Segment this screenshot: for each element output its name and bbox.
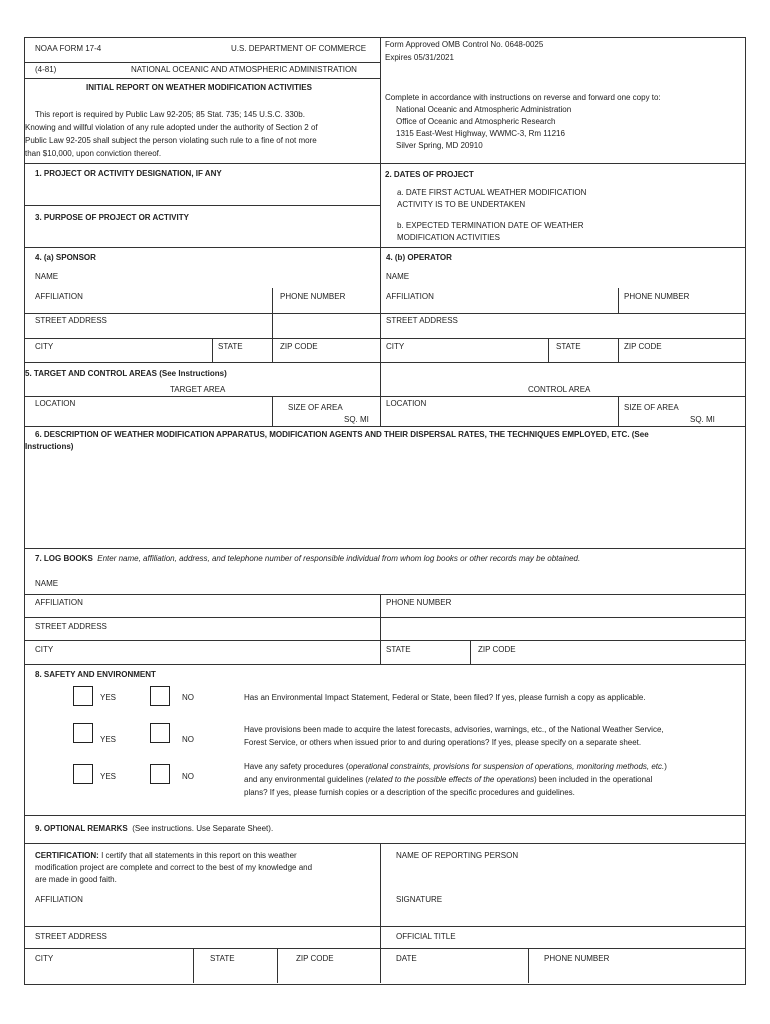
safety-question: Have any safety procedures (operational constraints, provisions for suspension of operations, monitoring methods, etc.) — [244, 762, 667, 771]
sponsor-label: 4. (a) SPONSOR — [35, 253, 96, 262]
operator-city-field[interactable]: CITY — [386, 342, 405, 351]
law-text-line: than $10,000, upon conviction thereof. — [25, 149, 162, 158]
log-affiliation-field[interactable]: AFFILIATION — [35, 598, 83, 607]
cert-phone-field[interactable]: PHONE NUMBER — [544, 954, 610, 963]
log-state-field[interactable]: STATE — [386, 645, 411, 654]
q1-yes-checkbox[interactable] — [73, 686, 93, 706]
divider — [380, 37, 381, 247]
divider — [24, 205, 380, 206]
log-street-field[interactable]: STREET ADDRESS — [35, 622, 107, 631]
divider — [380, 843, 381, 983]
control-area-label: CONTROL AREA — [528, 385, 591, 394]
sponsor-phone-field[interactable]: PHONE NUMBER — [280, 292, 346, 301]
log-books-label: 7. LOG BOOKS Enter name, affiliation, address, and telephone number of responsible individual from whom log books or other records may be obtained. — [35, 554, 581, 563]
dates-label: 2. DATES OF PROJECT — [385, 170, 474, 179]
safety-question: and any environmental guidelines (related to the possible effects of the operations) been included in the operational — [244, 775, 653, 784]
divider — [24, 163, 745, 164]
termination-date-label: MODIFICATION ACTIVITIES — [397, 233, 500, 242]
divider — [618, 396, 619, 426]
log-zip-field[interactable]: ZIP CODE — [478, 645, 516, 654]
divider — [380, 247, 381, 426]
yes-label: YES — [100, 772, 117, 781]
department: U.S. DEPARTMENT OF COMMERCE — [231, 44, 367, 53]
divider — [24, 948, 745, 949]
description-field[interactable] — [25, 456, 743, 546]
operator-label: 4. (b) OPERATOR — [386, 253, 452, 262]
remarks-label: 9. OPTIONAL REMARKS (See instructions. Use Separate Sheet). — [35, 824, 274, 833]
official-title-field[interactable]: OFFICIAL TITLE — [396, 932, 456, 941]
divider — [618, 288, 619, 313]
sponsor-name-field[interactable]: NAME — [35, 272, 59, 281]
signature-field[interactable]: SIGNATURE — [396, 895, 443, 904]
operator-affiliation-field[interactable]: AFFILIATION — [386, 292, 434, 301]
divider — [272, 288, 273, 362]
cert-zip-field[interactable]: ZIP CODE — [296, 954, 334, 963]
first-date-label: a. DATE FIRST ACTUAL WEATHER MODIFICATION — [397, 188, 587, 197]
operator-name-field[interactable]: NAME — [386, 272, 410, 281]
certification-text: modification project are complete and correct to the best of my knowledge and — [35, 863, 313, 872]
instructions-line: Complete in accordance with instructions on reverse and forward one copy to: — [385, 93, 661, 102]
divider — [24, 338, 745, 339]
instructions-line: Silver Spring, MD 20910 — [396, 141, 483, 150]
divider — [24, 78, 380, 79]
eis-question: Has an Environmental Impact Statement, Federal or State, been filed? If yes, please furnish a copy as applicable. — [244, 693, 646, 702]
divider — [24, 640, 745, 641]
log-city-field[interactable]: CITY — [35, 645, 54, 654]
yes-label: YES — [100, 735, 117, 744]
q3-yes-checkbox[interactable] — [73, 764, 93, 784]
sponsor-zip-field[interactable]: ZIP CODE — [280, 342, 318, 351]
cert-street-field[interactable]: STREET ADDRESS — [35, 932, 107, 941]
target-size-unit: SQ. MI — [344, 415, 369, 424]
divider — [272, 396, 273, 426]
log-books-hint: Enter name, affiliation, address, and telephone number of responsible individual from whom log books or other records may be obtained. — [97, 554, 581, 563]
target-size-field[interactable]: SIZE OF AREA — [288, 403, 343, 412]
cert-state-field[interactable]: STATE — [210, 954, 235, 963]
description-label: 6. DESCRIPTION OF WEATHER MODIFICATION APPARATUS, MODIFICATION AGENTS AND THEIR DISPERSAL RATES, THE TECHNIQUES EMPLOYED, ETC. (See — [35, 430, 649, 439]
cert-affiliation-field[interactable]: AFFILIATION — [35, 895, 83, 904]
law-text-line: Knowing and willful violation of any rule adopted under the authority of Section 2 of — [25, 123, 318, 132]
termination-date-label: b. EXPECTED TERMINATION DATE OF WEATHER — [397, 221, 584, 230]
safety-question: plans? If yes, please furnish copies or a description of the specific procedures and guidelines. — [244, 788, 575, 797]
divider — [24, 815, 745, 816]
instructions-line: National Oceanic and Atmospheric Administration — [396, 105, 572, 114]
agency: NATIONAL OCEANIC AND ATMOSPHERIC ADMINISTRATION — [131, 65, 357, 74]
control-location-field[interactable]: LOCATION — [386, 399, 427, 408]
law-text-line: This report is required by Public Law 92-205; 85 Stat. 735; 145 U.S.C. 330b. — [35, 110, 305, 119]
divider — [380, 594, 381, 664]
log-phone-field[interactable]: PHONE NUMBER — [386, 598, 452, 607]
divider — [24, 664, 745, 665]
certification-text: are made in good faith. — [35, 875, 117, 884]
target-location-field[interactable]: LOCATION — [35, 399, 76, 408]
divider — [193, 948, 194, 983]
sponsor-street-field[interactable]: STREET ADDRESS — [35, 316, 107, 325]
form-number: NOAA FORM 17-4 — [35, 44, 102, 53]
divider — [24, 926, 745, 927]
divider — [24, 247, 745, 248]
divider — [470, 640, 471, 664]
divider — [24, 843, 745, 844]
target-area-label: TARGET AREA — [170, 385, 226, 394]
operator-street-field[interactable]: STREET ADDRESS — [386, 316, 458, 325]
forecast-question: Have provisions been made to acquire the latest forecasts, advisories, warnings, etc., of the National Weather Service, — [244, 725, 664, 734]
operator-phone-field[interactable]: PHONE NUMBER — [624, 292, 690, 301]
reporting-person-field[interactable]: NAME OF REPORTING PERSON — [396, 851, 519, 860]
yes-label: YES — [100, 693, 117, 702]
log-name-field[interactable]: NAME — [35, 579, 59, 588]
omb-control: Form Approved OMB Control No. 0648-0025 — [385, 40, 544, 49]
q1-no-checkbox[interactable] — [150, 686, 170, 706]
control-size-unit: SQ. MI — [690, 415, 715, 424]
divider — [548, 338, 549, 362]
divider — [24, 396, 745, 397]
q2-yes-checkbox[interactable] — [73, 723, 93, 743]
cert-city-field[interactable]: CITY — [35, 954, 54, 963]
operator-zip-field[interactable]: ZIP CODE — [624, 342, 662, 351]
purpose-label: 3. PURPOSE OF PROJECT OR ACTIVITY — [35, 213, 189, 222]
control-size-field[interactable]: SIZE OF AREA — [624, 403, 679, 412]
law-text-line: Public Law 92-205 shall subject the person violating such rule to a fine of not more — [25, 136, 317, 145]
divider — [618, 338, 619, 362]
no-label: NO — [182, 693, 194, 702]
divider — [212, 338, 213, 362]
areas-label: 5. TARGET AND CONTROL AREAS (See Instructions) — [25, 369, 227, 378]
forecast-question: Forest Service, or others when issued prior to and during operations? If yes, please specify on a separate sheet. — [244, 738, 642, 747]
certification-text: CERTIFICATION: I certify that all statements in this report on this weather — [35, 851, 297, 860]
q2-no-checkbox[interactable] — [150, 723, 170, 743]
divider — [24, 62, 380, 63]
date-field[interactable]: DATE — [396, 954, 417, 963]
description-label-cont: Instructions) — [25, 442, 74, 451]
expiration: Expires 05/31/2021 — [385, 53, 454, 62]
operator-state-field[interactable]: STATE — [556, 342, 581, 351]
divider — [24, 594, 745, 595]
sponsor-affiliation-field[interactable]: AFFILIATION — [35, 292, 83, 301]
divider — [24, 548, 745, 549]
divider — [24, 362, 745, 363]
sponsor-city-field[interactable]: CITY — [35, 342, 54, 351]
divider — [24, 617, 745, 618]
no-label: NO — [182, 772, 194, 781]
project-designation-label: 1. PROJECT OR ACTIVITY DESIGNATION, IF ANY — [35, 169, 222, 178]
divider — [24, 426, 745, 427]
instructions-line: Office of Oceanic and Atmospheric Research — [396, 117, 556, 126]
divider — [24, 313, 745, 314]
no-label: NO — [182, 735, 194, 744]
sponsor-state-field[interactable]: STATE — [218, 342, 243, 351]
q3-no-checkbox[interactable] — [150, 764, 170, 784]
form-title: INITIAL REPORT ON WEATHER MODIFICATION ACTIVITIES — [86, 83, 312, 92]
instructions-line: 1315 East-West Highway, WWMC-3, Rm 11216 — [396, 129, 565, 138]
safety-label: 8. SAFETY AND ENVIRONMENT — [35, 670, 156, 679]
divider — [277, 948, 278, 983]
divider — [528, 948, 529, 983]
form-date-code: (4-81) — [35, 65, 57, 74]
first-date-label: ACTIVITY IS TO BE UNDERTAKEN — [397, 200, 526, 209]
